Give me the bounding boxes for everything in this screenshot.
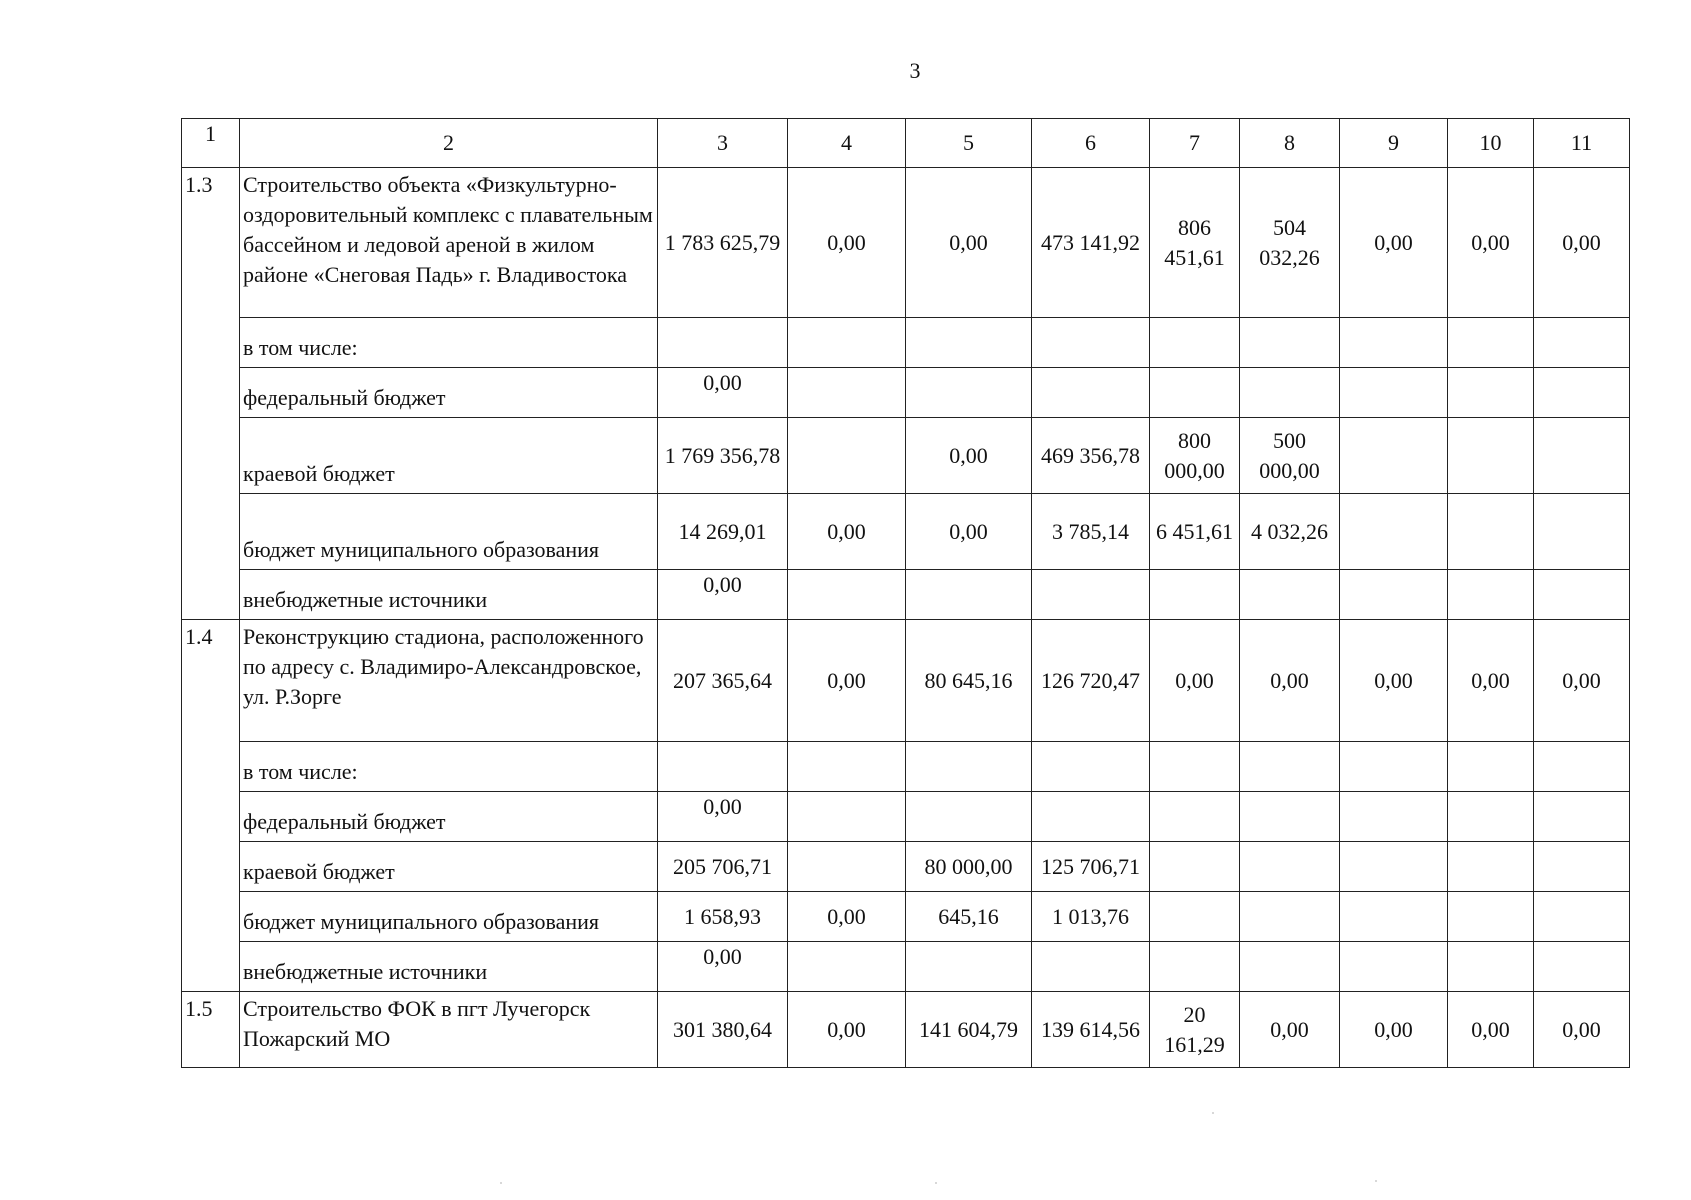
value-cell	[1240, 842, 1340, 892]
value-cell: 645,16	[906, 892, 1032, 942]
funding-source-label: бюджет муниципального образования	[240, 892, 658, 942]
funding-source-label: краевой бюджет	[240, 418, 658, 494]
value-cell	[1340, 494, 1448, 570]
value-cell	[1032, 942, 1150, 992]
value-cell	[788, 742, 906, 792]
value-cell	[906, 942, 1032, 992]
value-cell	[1340, 418, 1448, 494]
value-cell: 0,00	[1340, 168, 1448, 318]
value-cell	[1150, 942, 1240, 992]
table-row-source	[182, 418, 1630, 494]
value-cell: 800 000,00	[1150, 418, 1240, 494]
value-cell: 0,00	[788, 494, 906, 570]
value-cell	[906, 570, 1032, 620]
value-cell	[1534, 570, 1630, 620]
value-cell	[906, 742, 1032, 792]
value-cell	[906, 368, 1032, 418]
column-header: 1	[182, 119, 240, 168]
value-cell: 80 645,16	[906, 620, 1032, 742]
value-cell	[1150, 792, 1240, 842]
table-row-item	[182, 168, 1630, 318]
column-header: 5	[906, 119, 1032, 168]
funding-source-label: бюджет муниципального образования	[240, 494, 658, 570]
value-cell: 806 451,61	[1150, 168, 1240, 318]
funding-source-label: федеральный бюджет	[240, 368, 658, 418]
value-cell: 0,00	[658, 942, 788, 992]
value-cell	[1150, 368, 1240, 418]
value-cell	[1032, 570, 1150, 620]
value-cell: 126 720,47	[1032, 620, 1150, 742]
value-cell: 0,00	[1340, 992, 1448, 1068]
value-cell	[1448, 842, 1534, 892]
value-cell: 0,00	[658, 570, 788, 620]
column-header: 10	[1448, 119, 1534, 168]
value-cell	[1340, 318, 1448, 368]
value-cell: 207 365,64	[658, 620, 788, 742]
value-cell	[1534, 742, 1630, 792]
value-cell: 14 269,01	[658, 494, 788, 570]
value-cell	[1534, 942, 1630, 992]
value-cell	[1340, 742, 1448, 792]
value-cell	[658, 318, 788, 368]
value-cell	[906, 318, 1032, 368]
table-row-source	[182, 742, 1630, 792]
value-cell: 3 785,14	[1032, 494, 1150, 570]
value-cell: 0,00	[1448, 620, 1534, 742]
table-row-source	[182, 318, 1630, 368]
value-cell: 0,00	[1240, 620, 1340, 742]
value-cell	[1340, 368, 1448, 418]
value-cell	[1448, 570, 1534, 620]
value-cell	[1240, 742, 1340, 792]
funding-source-label: в том числе:	[240, 742, 658, 792]
value-cell	[1150, 842, 1240, 892]
value-cell: 0,00	[906, 418, 1032, 494]
scan-speck	[1212, 1112, 1214, 1114]
row-number: 1.5	[182, 992, 240, 1068]
table-row-item	[182, 992, 1630, 1068]
value-cell: 4 032,26	[1240, 494, 1340, 570]
value-cell: 469 356,78	[1032, 418, 1150, 494]
value-cell	[1240, 570, 1340, 620]
table-row-source	[182, 792, 1630, 842]
value-cell: 0,00	[906, 168, 1032, 318]
value-cell	[1534, 842, 1630, 892]
value-cell	[788, 942, 906, 992]
scan-speck	[500, 1182, 502, 1184]
value-cell: 500 000,00	[1240, 418, 1340, 494]
value-cell	[1150, 742, 1240, 792]
value-cell	[1340, 892, 1448, 942]
row-number: 1.3	[182, 168, 240, 620]
value-cell	[906, 792, 1032, 842]
value-cell: 0,00	[1534, 168, 1630, 318]
value-cell	[1240, 942, 1340, 992]
value-cell: 0,00	[788, 620, 906, 742]
funding-source-label: в том числе:	[240, 318, 658, 368]
page-number: 3	[909, 58, 921, 83]
column-header: 3	[658, 119, 788, 168]
value-cell	[1534, 892, 1630, 942]
scan-speck	[1375, 1180, 1377, 1182]
value-cell	[1534, 318, 1630, 368]
table-row-source	[182, 494, 1630, 570]
value-cell	[788, 792, 906, 842]
table-row-source	[182, 570, 1630, 620]
value-cell	[788, 842, 906, 892]
value-cell	[788, 418, 906, 494]
column-header: 8	[1240, 119, 1340, 168]
value-cell: 6 451,61	[1150, 494, 1240, 570]
value-cell	[1448, 418, 1534, 494]
column-header: 9	[1340, 119, 1448, 168]
value-cell: 0,00	[906, 494, 1032, 570]
item-name: Строительство объекта «Физкультурно-оздоровительный комплекс с плавательным бассейном и ледовой ареной в жилом районе «Снеговая Падь» г. Владивостока	[240, 168, 658, 318]
value-cell: 1 658,93	[658, 892, 788, 942]
value-cell	[1448, 494, 1534, 570]
value-cell	[788, 570, 906, 620]
funding-source-label: краевой бюджет	[240, 842, 658, 892]
table-row-item	[182, 620, 1630, 742]
value-cell: 20 161,29	[1150, 992, 1240, 1068]
value-cell: 1 783 625,79	[658, 168, 788, 318]
value-cell	[788, 368, 906, 418]
value-cell	[1032, 318, 1150, 368]
value-cell	[1240, 368, 1340, 418]
value-cell	[1340, 842, 1448, 892]
value-cell: 0,00	[788, 892, 906, 942]
column-header: 4	[788, 119, 906, 168]
budget-table-wrapper	[181, 118, 1629, 1068]
value-cell: 0,00	[1340, 620, 1448, 742]
table-row-source	[182, 368, 1630, 418]
value-cell: 0,00	[1534, 620, 1630, 742]
value-cell	[1448, 942, 1534, 992]
table-row-source	[182, 942, 1630, 992]
value-cell	[1032, 792, 1150, 842]
value-cell: 0,00	[1534, 992, 1630, 1068]
value-cell	[1240, 318, 1340, 368]
value-cell	[1534, 368, 1630, 418]
value-cell: 0,00	[1150, 620, 1240, 742]
value-cell	[1534, 418, 1630, 494]
value-cell: 205 706,71	[658, 842, 788, 892]
value-cell: 0,00	[658, 792, 788, 842]
value-cell: 0,00	[788, 168, 906, 318]
value-cell: 0,00	[658, 368, 788, 418]
value-cell	[658, 742, 788, 792]
row-number: 1.4	[182, 620, 240, 992]
column-header-row	[182, 119, 1630, 168]
value-cell: 504 032,26	[1240, 168, 1340, 318]
value-cell: 0,00	[1448, 992, 1534, 1068]
value-cell	[1150, 318, 1240, 368]
funding-source-label: внебюджетные источники	[240, 570, 658, 620]
value-cell	[1340, 570, 1448, 620]
value-cell	[1534, 792, 1630, 842]
value-cell: 473 141,92	[1032, 168, 1150, 318]
value-cell: 0,00	[1240, 992, 1340, 1068]
value-cell: 1 013,76	[1032, 892, 1150, 942]
value-cell: 1 769 356,78	[658, 418, 788, 494]
value-cell	[1448, 318, 1534, 368]
value-cell: 80 000,00	[906, 842, 1032, 892]
scan-speck	[935, 1182, 937, 1184]
value-cell	[1448, 792, 1534, 842]
column-header: 7	[1150, 119, 1240, 168]
item-name: Строительство ФОК в пгт Лучегорск Пожарский МО	[240, 992, 658, 1068]
value-cell: 0,00	[788, 992, 906, 1068]
value-cell	[1032, 742, 1150, 792]
value-cell	[1150, 892, 1240, 942]
value-cell	[1340, 792, 1448, 842]
value-cell	[1240, 892, 1340, 942]
value-cell: 125 706,71	[1032, 842, 1150, 892]
funding-source-label: федеральный бюджет	[240, 792, 658, 842]
value-cell: 301 380,64	[658, 992, 788, 1068]
item-name: Реконструкцию стадиона, расположенного по адресу с. Владимиро-Александровское, ул. Р.Зорге	[240, 620, 658, 742]
column-header: 11	[1534, 119, 1630, 168]
funding-source-label: внебюджетные источники	[240, 942, 658, 992]
value-cell	[1534, 494, 1630, 570]
value-cell	[1340, 942, 1448, 992]
value-cell	[788, 318, 906, 368]
table-row-source	[182, 892, 1630, 942]
value-cell: 0,00	[1448, 168, 1534, 318]
value-cell: 141 604,79	[906, 992, 1032, 1068]
column-header: 2	[240, 119, 658, 168]
value-cell	[1240, 792, 1340, 842]
column-header: 6	[1032, 119, 1150, 168]
value-cell	[1448, 892, 1534, 942]
budget-table	[181, 118, 1630, 1068]
table-row-source	[182, 842, 1630, 892]
value-cell	[1150, 570, 1240, 620]
value-cell	[1448, 742, 1534, 792]
value-cell	[1448, 368, 1534, 418]
value-cell	[1032, 368, 1150, 418]
value-cell: 139 614,56	[1032, 992, 1150, 1068]
